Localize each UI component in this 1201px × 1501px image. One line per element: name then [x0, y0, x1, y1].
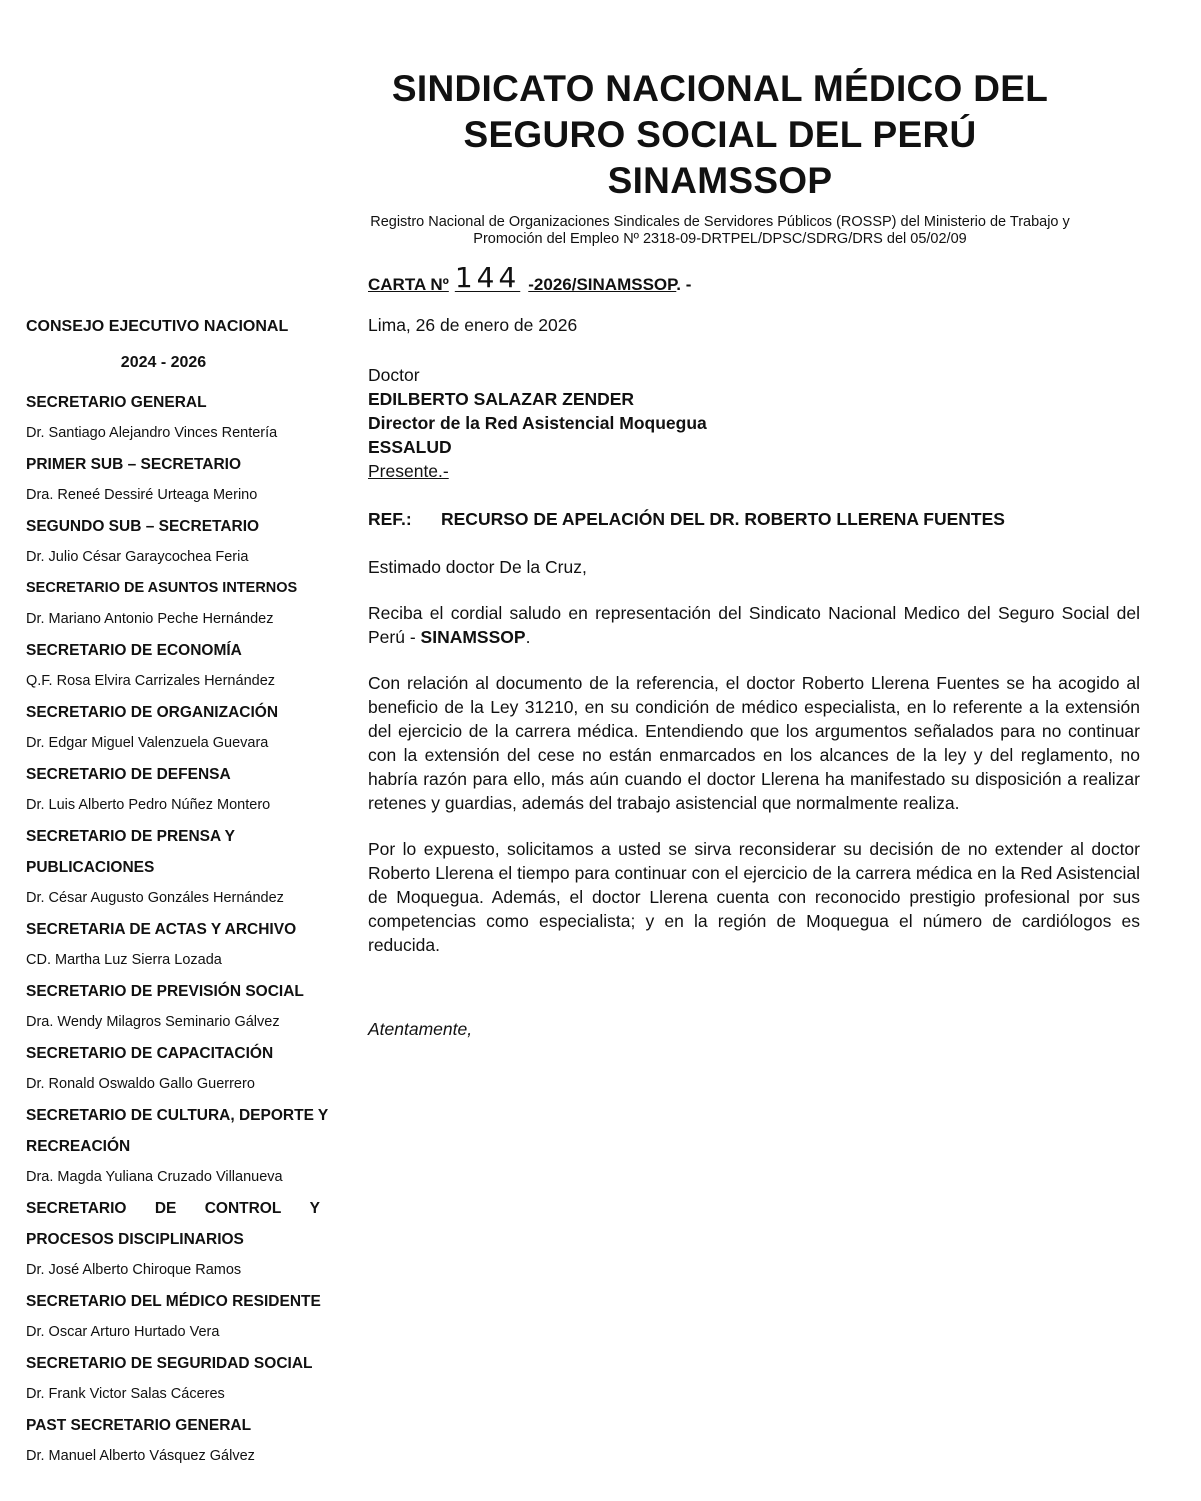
role-word: DE	[154, 1200, 177, 1217]
officer-name: Dr. Santiago Alejandro Vinces Rentería	[26, 425, 278, 441]
officer-role-continued: PROCESOS DISCIPLINARIOS	[26, 1231, 244, 1248]
presente-line: Presente.-	[368, 461, 449, 481]
officer-name: Dr. Oscar Arturo Hurtado Vera	[26, 1324, 220, 1340]
paragraph-1-text: Reciba el cordial saludo en representación del Sindicato Nacional Medico del Seguro Social del Perú -	[368, 603, 1140, 647]
recipient-name: EDILBERTO SALAZAR ZENDER	[368, 389, 635, 409]
carta-tail: . -	[676, 275, 692, 294]
recipient-position: Director de la Red Asistencial Moquegua	[368, 413, 707, 433]
union-name-line2: SEGURO SOCIAL DEL PERÚ	[463, 114, 977, 155]
letterhead	[330, 66, 1110, 248]
officer-role: SECRETARIO DE CAPACITACIÓN	[26, 1045, 274, 1062]
officer-role-continued: RECREACIÓN	[26, 1138, 131, 1155]
letter-number	[368, 261, 692, 297]
registry-line2: Promoción del Empleo Nº 2318-09-DRTPEL/DPSC/SDRG/DRS del 05/02/09	[473, 231, 967, 247]
role-word: SECRETARIO	[26, 1200, 127, 1217]
executive-council-sidebar	[26, 313, 329, 1472]
officer-name: Dr. Luis Alberto Pedro Núñez Montero	[26, 797, 271, 813]
officer-role: SECRETARIO DE ASUNTOS INTERNOS	[26, 580, 298, 596]
carta-handwritten-number: 144	[454, 261, 521, 294]
reference-label: REF.:	[368, 509, 412, 529]
council-years: 2024 - 2026	[120, 354, 207, 371]
letter-body	[368, 313, 1140, 1041]
carta-prefix	[368, 261, 677, 294]
officer-name: Dr. Manuel Alberto Vásquez Gálvez	[26, 1448, 255, 1464]
officer-name: Dra. Magda Yuliana Cruzado Villanueva	[26, 1169, 283, 1185]
paragraph-1	[368, 601, 1140, 649]
officer-role-justified	[26, 1193, 320, 1224]
officer-name: Dr. Ronald Oswaldo Gallo Guerrero	[26, 1076, 255, 1092]
officer-role: SECRETARIO DE CULTURA, DEPORTE Y	[26, 1107, 329, 1124]
officer-name: Dra. Wendy Milagros Seminario Gálvez	[26, 1014, 280, 1030]
officer-name: Dr. César Augusto Gonzáles Hernández	[26, 890, 284, 906]
officer-role: PRIMER SUB – SECRETARIO	[26, 456, 242, 473]
officer-role: SECRETARIO DE ECONOMÍA	[26, 642, 242, 659]
carta-prefix-text: CARTA Nº	[368, 275, 449, 294]
role-word: CONTROL	[204, 1200, 282, 1217]
officer-role: PAST SECRETARIO GENERAL	[26, 1417, 252, 1434]
officer-name: CD. Martha Luz Sierra Lozada	[26, 952, 222, 968]
reference-text: RECURSO DE APELACIÓN DEL DR. ROBERTO LLERENA FUENTES	[441, 509, 1005, 529]
officer-name: Dr. Frank Victor Salas Cáceres	[26, 1386, 225, 1402]
officer-role: SEGUNDO SUB – SECRETARIO	[26, 518, 260, 535]
role-word: Y	[309, 1200, 320, 1217]
paragraph-1-acronym: SINAMSSOP	[420, 627, 526, 647]
paragraph-1-end: .	[525, 627, 531, 647]
officer-role: SECRETARIO DE ORGANIZACIÓN	[26, 704, 279, 721]
paragraph-2: Con relación al documento de la referencia, el doctor Roberto Llerena Fuentes se ha acogido al beneficio de la Ley 31210, en su condición de médico especialista, en lo referente a la extensión del ejercicio de la carrera médica. Entendiendo que los argumentos señalados para no continuar con la extensión del cese no están enmarcados en los alcances de la ley y del reglamento, no habría razón para ello, más aún cuando el doctor Llerena ha manifestado su disposición a realizar retenes y guardias, además del trabajo asistencial que normalmente realiza.	[368, 673, 1140, 813]
officer-name: Dr. José Alberto Chiroque Ramos	[26, 1262, 242, 1278]
union-acronym: SINAMSSOP	[607, 160, 833, 201]
letter-date: Lima, 26 de enero de 2026	[368, 315, 578, 335]
paragraph-3: Por lo expuesto, solicitamos a usted se sirva reconsiderar su decisión de no extender al doctor Roberto Llerena el tiempo para continuar con el ejercicio de la carrera médica en la Red Asistencial de Moquegua. Además, el doctor Llerena cuenta con reconocido prestigio profesional por sus competencias como especialista; y en la región de Moquegua el número de cardiólogos es reducida.	[368, 839, 1140, 955]
greeting: Estimado doctor De la Cruz,	[368, 557, 587, 577]
union-name-line1: SINDICATO NACIONAL MÉDICO DEL	[391, 68, 1049, 109]
officer-role-continued: PUBLICACIONES	[26, 859, 155, 876]
officer-role: SECRETARIO DE PRENSA Y	[26, 828, 236, 845]
registry-info	[330, 214, 1110, 248]
officer-name: Dr. Mariano Antonio Peche Hernández	[26, 611, 274, 627]
reference-line	[368, 507, 1140, 531]
officer-role: SECRETARIO DE SEGURIDAD SOCIAL	[26, 1355, 313, 1372]
officer-name: Q.F. Rosa Elvira Carrizales Hernández	[26, 673, 276, 689]
carta-suffix: -2026/SINAMSSOP	[528, 275, 677, 294]
officer-name: Dra. Reneé Dessiré Urteaga Merino	[26, 487, 258, 503]
closing: Atentamente,	[368, 1019, 473, 1039]
officer-name: Dr. Julio César Garaycochea Feria	[26, 549, 249, 565]
officer-role: SECRETARIO DEL MÉDICO RESIDENTE	[26, 1293, 321, 1310]
registry-line1: Registro Nacional de Organizaciones Sindicales de Servidores Públicos (ROSSP) del Ministerio de Trabajo y	[370, 214, 1070, 230]
officer-role: SECRETARIO DE PREVISIÓN SOCIAL	[26, 983, 304, 1000]
recipient-organization: ESSALUD	[368, 437, 452, 457]
officer-role: SECRETARIO DE DEFENSA	[26, 766, 231, 783]
recipient-title: Doctor	[368, 365, 420, 385]
officer-role: SECRETARIA DE ACTAS Y ARCHIVO	[26, 921, 297, 938]
officer-role: SECRETARIO GENERAL	[26, 394, 207, 411]
officer-name: Dr. Edgar Miguel Valenzuela Guevara	[26, 735, 269, 751]
council-title: CONSEJO EJECUTIVO NACIONAL	[26, 318, 289, 335]
